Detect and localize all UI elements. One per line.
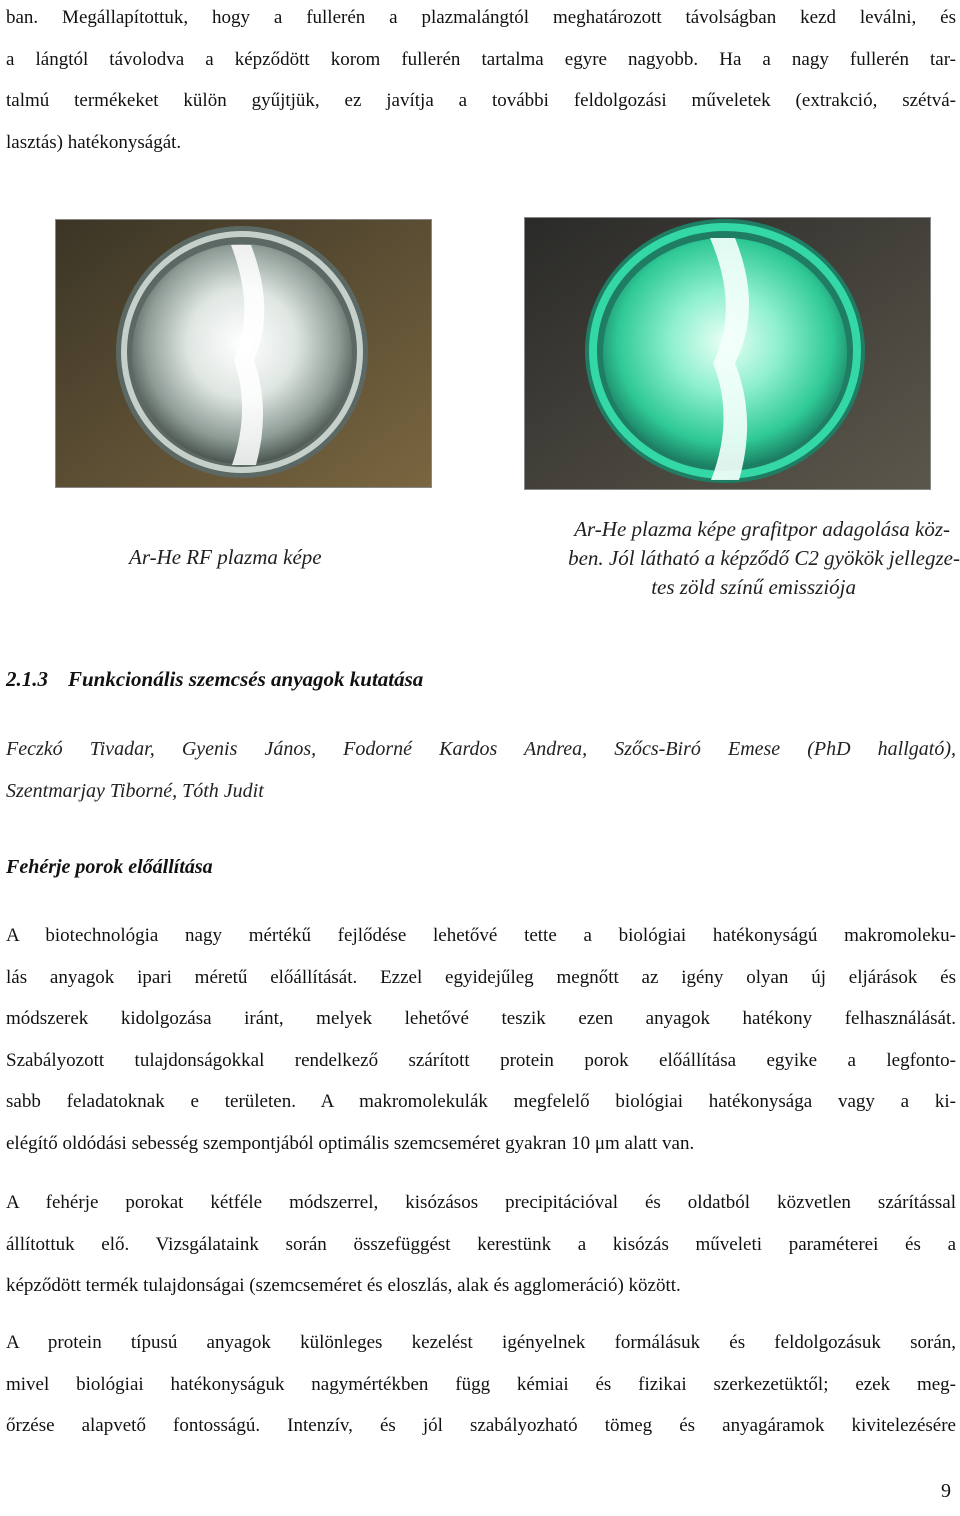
intro-paragraph [6,0,956,163]
text-line: lás anyagok ipari méretű előállítását. Ezzel egyidejűleg megnőtt az igény olyan új eljárások és [6,966,956,988]
text-line: A fehérje porokat kétféle módszerrel, kisózásos precipitációval és oldatból közvetlen szárítással [6,1192,956,1213]
text-line: mivel biológiai hatékonyságuk nagymértékben függ kémiai és fizikai szerkezetüktől; ezek meg- [6,1373,956,1395]
section-title: Funkcionális szemcsés anyagok kutatása [68,667,424,691]
figure-left-caption: Ar-He RF plazma képe [129,545,322,569]
section-number: 2.1.3 [6,667,48,691]
text-line: lasztás) hatékonyságát. [6,131,182,153]
subheading: Fehérje porok előállítása [6,856,213,878]
paragraph-1 [6,915,956,1164]
text-line: őrzése alapvető fontosságú. Intenzív, és jól szabályozható tömeg és anyagáramok kivitelezésére [6,1415,956,1436]
section-authors [6,728,956,812]
text-line: talmú termékeket külön gyűjtjük, ez javítja a további feldolgozási műveletek (extrakció, szétvá- [6,90,956,111]
text-line: sabb feladatoknak e területen. A makromolekulák megfelelő biológiai hatékonysága vagy a ki- [6,1091,956,1112]
caption-line: ben. Jól látható a képződő C2 gyökök jellegze- [568,546,960,570]
paragraph-2 [6,1182,956,1307]
text-line: Szabályozott tulajdonságokkal rendelkező szárított protein porok előállítása egyike a legfonto- [6,1049,956,1071]
figure-right-photo [524,217,931,490]
paragraph-3 [6,1322,956,1447]
caption-line: Ar-He plazma képe grafitpor adagolása köz- [574,517,950,541]
plasma-image-left [56,220,431,487]
text-line: állítottuk elő. Vizsgálataink során összefüggést kerestünk a kisózás műveleti paraméterei és a [6,1233,956,1255]
text-line: A protein típusú anyagok különleges kezelést igényelnek formálásuk és feldolgozásuk során, [6,1332,956,1353]
caption-line: tes zöld színű emissziója [651,575,856,599]
author-line: Szentmarjay Tiborné, Tóth Judit [6,780,264,802]
text-line: képződött termék tulajdonságai (szemcseméret és eloszlás, alak és agglomeráció) között. [6,1275,681,1296]
text-line: elégítő oldódási sebesség szempontjából optimális szemcseméret gyakran 10 μm alatt van. [6,1132,695,1154]
text-line: A biotechnológia nagy mértékű fejlődése lehetővé tette a biológiai hatékonyságú makromoleku- [6,925,956,946]
section-heading [6,667,423,692]
page-number: 9 [941,1480,951,1502]
text-line: ban. Megállapítottuk, hogy a fullerén a plazmalángtól meghatározott távolságban kezd leválni, és [6,7,956,28]
plasma-image-right [525,218,930,489]
text-line: a lángtól távolodva a képződött korom fullerén tartalma egyre nagyobb. Ha a nagy fullerén tar- [6,48,956,70]
text-line: módszerek kidolgozása iránt, melyek lehetővé teszik ezen anyagok hatékony felhasználását. [6,1008,956,1029]
figure-left-photo [55,219,432,488]
author-line: Feczkó Tivadar, Gyenis János, Fodorné Kardos Andrea, Szőcs-Biró Emese (PhD hallgató), [6,738,956,760]
figure-right-caption [490,515,960,602]
